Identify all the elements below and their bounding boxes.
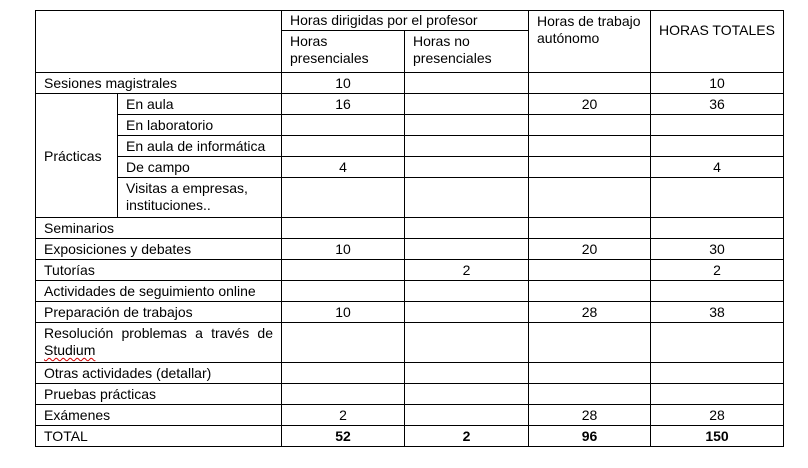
cell-no-presenciales xyxy=(405,363,529,384)
total-label: TOTAL xyxy=(36,426,282,447)
cell-presenciales xyxy=(282,136,405,157)
table-row xyxy=(36,73,784,94)
cell-total: 28 xyxy=(651,405,784,426)
cell-no-presenciales xyxy=(405,157,529,178)
total-row xyxy=(36,426,784,447)
cell-total xyxy=(651,218,784,239)
row-label: En laboratorio xyxy=(118,115,282,136)
table-row xyxy=(36,94,784,115)
cell-no-presenciales xyxy=(405,218,529,239)
header-presenciales: Horas presenciales xyxy=(282,31,405,73)
cell-no-presenciales xyxy=(405,323,529,363)
cell-autonomo xyxy=(529,363,651,384)
cell-autonomo xyxy=(529,260,651,281)
cell-total xyxy=(651,281,784,302)
cell-total xyxy=(651,384,784,405)
cell-presenciales xyxy=(282,281,405,302)
cell-no-presenciales xyxy=(405,302,529,323)
cell-no-presenciales xyxy=(405,178,529,218)
cell-presenciales: 10 xyxy=(282,73,405,94)
row-label: Preparación de trabajos xyxy=(36,302,282,323)
cell-autonomo: 20 xyxy=(529,239,651,260)
total-autonomo: 96 xyxy=(529,426,651,447)
cell-autonomo xyxy=(529,115,651,136)
cell-presenciales: 4 xyxy=(282,157,405,178)
cell-no-presenciales xyxy=(405,136,529,157)
header-autonomo: Horas de trabajo autónomo xyxy=(529,11,651,73)
cell-no-presenciales xyxy=(405,94,529,115)
cell-autonomo xyxy=(529,384,651,405)
header-no-presenciales: Horas no presenciales xyxy=(405,31,529,73)
row-label: En aula xyxy=(118,94,282,115)
table-row xyxy=(36,384,784,405)
row-label: Exposiciones y debates xyxy=(36,239,282,260)
cell-autonomo xyxy=(529,323,651,363)
table-row xyxy=(36,260,784,281)
row-label: Otras actividades (detallar) xyxy=(36,363,282,384)
cell-autonomo xyxy=(529,73,651,94)
row-label: Tutorías xyxy=(36,260,282,281)
cell-autonomo: 28 xyxy=(529,405,651,426)
cell-total: 36 xyxy=(651,94,784,115)
cell-autonomo xyxy=(529,136,651,157)
table-row xyxy=(36,115,784,136)
cell-total xyxy=(651,115,784,136)
cell-autonomo xyxy=(529,218,651,239)
cell-no-presenciales xyxy=(405,115,529,136)
cell-presenciales xyxy=(282,218,405,239)
row-label: Exámenes xyxy=(36,405,282,426)
cell-no-presenciales: 2 xyxy=(405,260,529,281)
total-no-presenciales: 2 xyxy=(405,426,529,447)
cell-autonomo: 20 xyxy=(529,94,651,115)
table-row xyxy=(36,363,784,384)
table-row xyxy=(36,239,784,260)
cell-no-presenciales xyxy=(405,405,529,426)
cell-presenciales: 10 xyxy=(282,302,405,323)
table-row xyxy=(36,218,784,239)
header-empty-cell xyxy=(36,11,282,73)
cell-presenciales: 2 xyxy=(282,405,405,426)
row-label-resolucion xyxy=(36,323,282,363)
cell-presenciales xyxy=(282,323,405,363)
cell-presenciales: 16 xyxy=(282,94,405,115)
header-row-1 xyxy=(36,11,784,31)
cell-total xyxy=(651,136,784,157)
cell-total: 4 xyxy=(651,157,784,178)
cell-presenciales: 10 xyxy=(282,239,405,260)
cell-no-presenciales xyxy=(405,384,529,405)
cell-total xyxy=(651,363,784,384)
cell-no-presenciales xyxy=(405,239,529,260)
header-group-label: Horas dirigidas por el profesor xyxy=(282,11,529,31)
cell-presenciales xyxy=(282,260,405,281)
table-row xyxy=(36,302,784,323)
table-row xyxy=(36,281,784,302)
resolucion-label-line1: Resolución problemas a través de xyxy=(44,325,273,341)
header-totales: HORAS TOTALES xyxy=(651,11,784,73)
table-row xyxy=(36,136,784,157)
cell-total: 10 xyxy=(651,73,784,94)
practicas-label: Prácticas xyxy=(36,94,118,218)
row-label: Seminarios xyxy=(36,218,282,239)
hours-table xyxy=(35,10,784,447)
row-label: De campo xyxy=(118,157,282,178)
cell-presenciales xyxy=(282,178,405,218)
cell-total: 38 xyxy=(651,302,784,323)
cell-total: 2 xyxy=(651,260,784,281)
row-label: Visitas a empresas, instituciones.. xyxy=(118,178,282,218)
cell-presenciales xyxy=(282,363,405,384)
cell-autonomo: 28 xyxy=(529,302,651,323)
resolucion-label-studium: Studium xyxy=(44,342,96,358)
row-label: Actividades de seguimiento online xyxy=(36,281,282,302)
cell-autonomo xyxy=(529,281,651,302)
cell-presenciales xyxy=(282,384,405,405)
cell-autonomo xyxy=(529,157,651,178)
total-horas: 150 xyxy=(651,426,784,447)
row-label: En aula de informática xyxy=(118,136,282,157)
cell-presenciales xyxy=(282,115,405,136)
cell-autonomo xyxy=(529,178,651,218)
cell-no-presenciales xyxy=(405,73,529,94)
cell-total xyxy=(651,323,784,363)
cell-total: 30 xyxy=(651,239,784,260)
table-row xyxy=(36,323,784,363)
cell-no-presenciales xyxy=(405,281,529,302)
table-row xyxy=(36,405,784,426)
cell-total xyxy=(651,178,784,218)
table-row xyxy=(36,178,784,218)
total-presenciales: 52 xyxy=(282,426,405,447)
row-label: Pruebas prácticas xyxy=(36,384,282,405)
table-row xyxy=(36,157,784,178)
row-label: Sesiones magistrales xyxy=(36,73,282,94)
